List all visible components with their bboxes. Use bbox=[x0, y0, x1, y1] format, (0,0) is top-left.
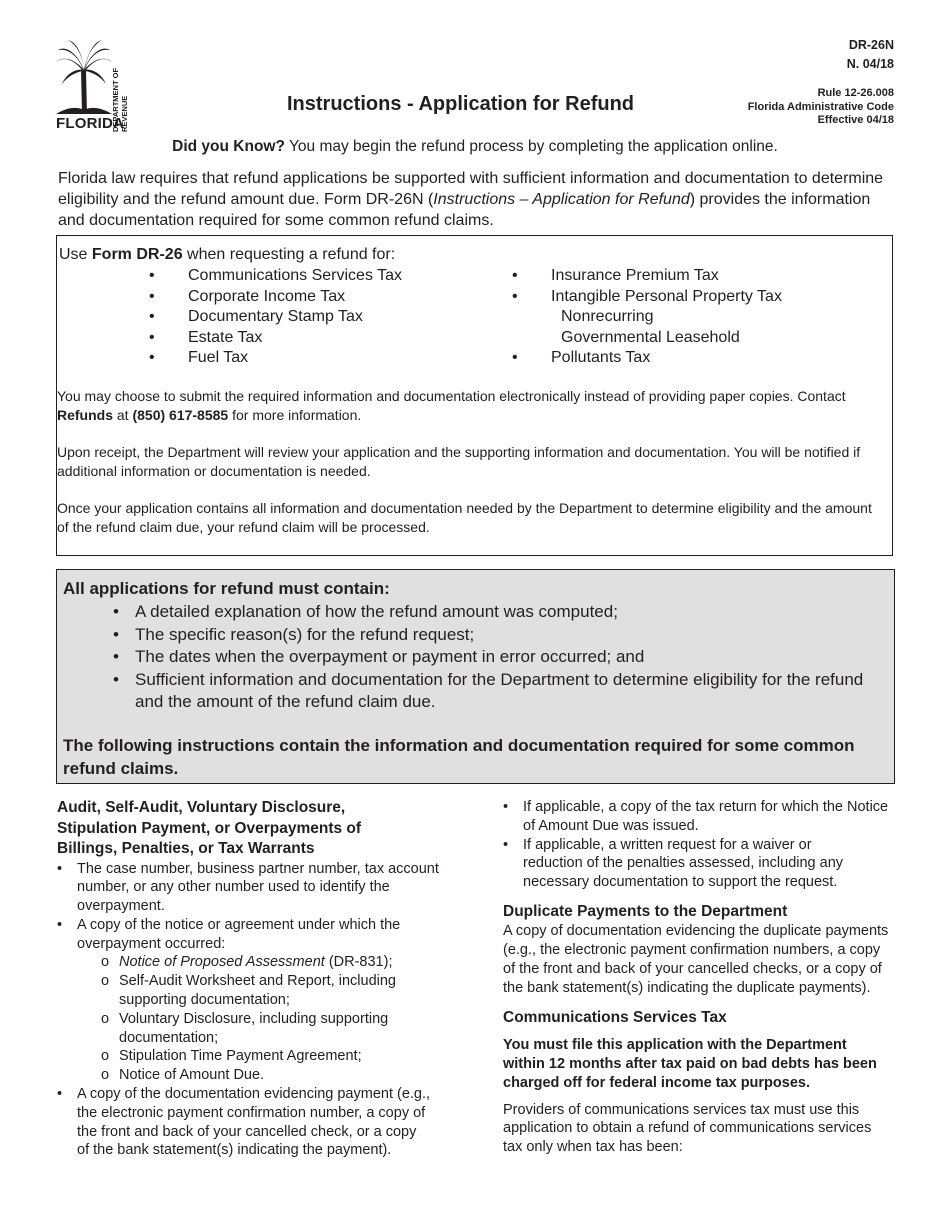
list-item bbox=[101, 1010, 452, 1048]
list-item bbox=[113, 624, 883, 647]
electronic-submission-paragraph bbox=[57, 387, 887, 425]
list-item bbox=[149, 307, 402, 328]
tax-name: Fuel Tax bbox=[188, 349, 249, 366]
list-item bbox=[149, 348, 402, 369]
bullet: • bbox=[149, 287, 155, 305]
intro-italic: Instructions – Application for Refund bbox=[433, 191, 690, 208]
requirement-text: The dates when the overpayment or payment in error occurred; and bbox=[135, 647, 645, 666]
item-text: Notice of Proposed Assessment bbox=[119, 954, 325, 971]
page-title: Instructions - Application for Refund bbox=[287, 93, 635, 115]
tax-name: Estate Tax bbox=[188, 328, 263, 346]
intro-paragraph bbox=[58, 168, 898, 231]
requirements-heading: All applications for refund must contain: bbox=[63, 579, 390, 598]
list-item bbox=[57, 860, 452, 916]
duplicate-heading: Duplicate Payments to the Department bbox=[503, 902, 788, 920]
sub-bullet: o bbox=[101, 973, 110, 990]
palm-tree-icon bbox=[56, 40, 112, 115]
admin-code: Florida Administrative Code bbox=[747, 100, 894, 113]
bullet: • bbox=[512, 287, 518, 305]
florida-dor-logo bbox=[56, 40, 129, 132]
use-form-line bbox=[59, 246, 395, 264]
bullet: • bbox=[113, 669, 119, 689]
list-item bbox=[512, 328, 782, 349]
item-text: If applicable, a copy of the tax return for which the Notice of Amount Due was issued. bbox=[523, 799, 889, 834]
item-text: Self-Audit Worksheet and Report, including supporting documentation; bbox=[119, 973, 396, 1009]
bullet: • bbox=[113, 647, 119, 666]
bullet: • bbox=[149, 267, 155, 284]
duplicate-text: A copy of documentation evidencing the duplicate payments (e.g., the electronic payment confirmation numbers, a copy of the front and back of your cancelled checks, or a copy of the bank statement(s) indicating the duplicate payments). bbox=[503, 923, 889, 996]
cst-heading: Communications Services Tax bbox=[503, 1008, 727, 1026]
tax-name: Intangible Personal Property Tax bbox=[551, 287, 782, 305]
bullet: • bbox=[113, 602, 119, 621]
rule-number: Rule 12-26.008 bbox=[817, 87, 894, 99]
intro-text-2: ) provides the information and documentation required for some common refund claims. bbox=[58, 191, 871, 229]
tax-list-right bbox=[512, 266, 782, 369]
item-text: Stipulation Time Payment Agreement; bbox=[119, 1048, 362, 1065]
notice-sublist bbox=[101, 953, 452, 1085]
did-you-know-text: You may begin the refund process by completing the application online. bbox=[284, 138, 778, 155]
requirement-text: Sufficient information and documentation for the Department to determine eligibility for the refund and the amount of the refund claim due. bbox=[135, 669, 864, 711]
requirements-box bbox=[56, 569, 895, 784]
bullet: • bbox=[503, 799, 509, 815]
cst-deadline: You must file this application with the Department within 12 months after tax paid on bad debts has been charged off for federal income tax purposes. bbox=[503, 1037, 877, 1091]
list-item bbox=[101, 1047, 452, 1066]
list-item bbox=[113, 669, 883, 714]
processing-paragraph: Once your application contains all information and documentation needed by the Department to determine eligibility and the amount of the refund claim due, your refund claim will be processed. bbox=[57, 500, 872, 535]
list-item bbox=[149, 266, 402, 287]
requirements-footer: The following instructions contain the information and documentation required for some common refund claims. bbox=[63, 736, 855, 778]
para-text: at bbox=[113, 407, 133, 423]
phone-number: (850) 617-8585 bbox=[132, 407, 229, 423]
list-item bbox=[503, 798, 895, 836]
item-text: (DR-831); bbox=[324, 954, 393, 971]
use-form-box bbox=[56, 235, 893, 556]
item-text: A copy of the notice or agreement under which the overpayment occurred: bbox=[77, 916, 401, 952]
list-item bbox=[512, 348, 782, 369]
form-id-block bbox=[847, 36, 894, 74]
audit-heading: Audit, Self-Audit, Voluntary Disclosure, Stipulation Payment, or Overpayments of Billings, Penalties, or Tax Warrants bbox=[57, 799, 362, 857]
list-item bbox=[149, 328, 402, 349]
item-text: If applicable, a written request for a waiver or reduction of the penalties assessed, including any necessary documentation to support the request. bbox=[523, 836, 844, 891]
left-column bbox=[57, 798, 452, 1160]
bullet: • bbox=[57, 916, 63, 933]
list-item bbox=[113, 601, 883, 624]
tax-subtype: Governmental Leasehold bbox=[561, 328, 740, 346]
item-text: Notice of Amount Due. bbox=[119, 1067, 265, 1084]
list-item bbox=[113, 646, 883, 669]
list-item bbox=[503, 836, 873, 892]
sub-bullet: o bbox=[101, 1010, 110, 1027]
requirements-list bbox=[113, 601, 883, 714]
bullet: • bbox=[149, 328, 155, 346]
use-lead: Use bbox=[59, 246, 92, 263]
list-item bbox=[101, 953, 452, 972]
bullet: • bbox=[149, 349, 155, 366]
tax-name: Documentary Stamp Tax bbox=[188, 308, 363, 325]
refunds-label: Refunds bbox=[57, 407, 113, 423]
list-item bbox=[101, 972, 452, 1010]
sub-bullet: o bbox=[101, 1048, 110, 1065]
form-name: Form DR-26 bbox=[91, 246, 183, 263]
bullet: • bbox=[57, 860, 63, 877]
right-column bbox=[503, 798, 895, 1157]
sub-bullet: o bbox=[101, 1067, 110, 1084]
requirement-text: A detailed explanation of how the refund amount was computed; bbox=[135, 602, 618, 621]
did-you-know bbox=[0, 138, 950, 156]
tax-list-left bbox=[149, 266, 402, 369]
tax-name: Corporate Income Tax bbox=[188, 287, 346, 305]
item-text: The case number, business partner number, tax account number, or any other number used to identify the overpayment. bbox=[77, 860, 439, 915]
para-text: You may choose to submit the required information and documentation electronically instead of providing paper copies. Contact bbox=[57, 388, 846, 404]
rule-block bbox=[748, 87, 894, 128]
requirement-text: The specific reason(s) for the refund request; bbox=[135, 624, 475, 644]
bullet: • bbox=[57, 1086, 63, 1103]
list-item bbox=[57, 916, 452, 1085]
bullet: • bbox=[503, 836, 509, 853]
review-paragraph: Upon receipt, the Department will review your application and the supporting information and documentation. You will be notified if additional information or documentation is needed. bbox=[57, 444, 861, 479]
tax-subtype: Nonrecurring bbox=[561, 308, 654, 325]
did-you-know-label: Did you Know? bbox=[172, 138, 285, 155]
item-text: Voluntary Disclosure, including supporting documentation; bbox=[119, 1010, 389, 1046]
tax-name: Pollutants Tax bbox=[551, 349, 651, 366]
list-item bbox=[512, 266, 782, 287]
form-revision: N. 04/18 bbox=[846, 57, 894, 71]
bullet: • bbox=[149, 308, 155, 325]
list-item bbox=[149, 287, 402, 308]
logo-state-text: FLORIDA bbox=[56, 115, 125, 132]
cst-text: Providers of communications services tax must use this application to obtain a refund of communications services tax only when tax has been: bbox=[503, 1101, 872, 1156]
bullet: • bbox=[512, 267, 518, 284]
para-text: for more information. bbox=[228, 407, 362, 423]
logo-department-text: DEPARTMENT OF REVENUE bbox=[111, 67, 129, 132]
list-item bbox=[101, 1066, 452, 1085]
intro-text-1: Florida law requires that refund applications be supported with sufficient information and documentation to determine eligibility and the refund amount due. Form DR-26N ( bbox=[58, 170, 884, 208]
use-lead-2: when requesting a refund for: bbox=[182, 246, 396, 263]
bullet: • bbox=[113, 624, 119, 644]
sub-bullet: o bbox=[101, 954, 110, 971]
list-item bbox=[57, 1085, 432, 1160]
tax-name: Communications Services Tax bbox=[188, 267, 403, 284]
item-text: A copy of the documentation evidencing payment (e.g., the electronic payment confirmation number, a copy of the front and back of your cancelled check, or a copy of the bank statement(s) indicating the payment). bbox=[77, 1086, 431, 1159]
audit-list-continued bbox=[503, 798, 895, 892]
tax-name: Insurance Premium Tax bbox=[551, 267, 719, 284]
form-number: DR-26N bbox=[848, 38, 894, 52]
list-item bbox=[512, 307, 782, 328]
audit-list bbox=[57, 860, 452, 1161]
list-item bbox=[512, 287, 782, 308]
bullet: • bbox=[512, 349, 518, 366]
effective-date: Effective 04/18 bbox=[817, 114, 894, 126]
